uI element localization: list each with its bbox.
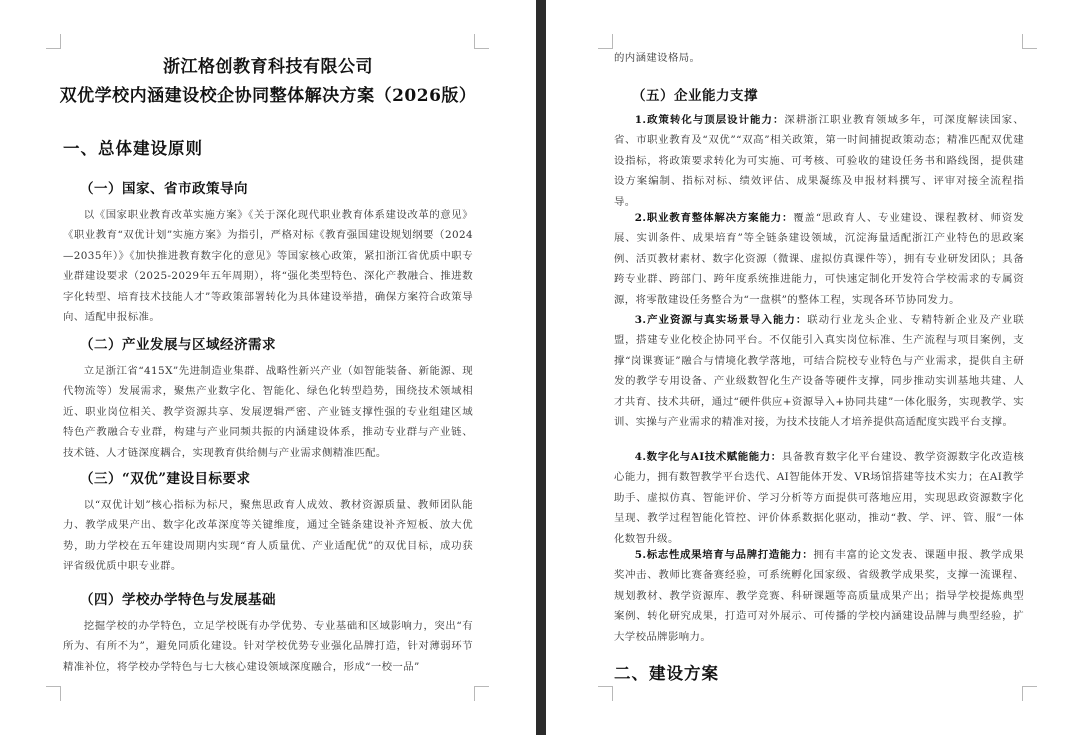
crop-mark-top-left	[46, 34, 61, 49]
paragraph-policy: 以《国家职业教育改革实施方案》《关于深化现代职业教育体系建设改革的意见》《职业教育“双优计划”实施方案》为指引，严格对标《教育强国建设规划纲要（2024—2035年）》《加快推进教育数字化的意见》等国家核心政策，紧扣浙江省优质中职专业群建设要求（2025-2029年五年周期），将“强化类型特色、深化产教融合、推进数字化转型、培育技术技能人才”等政策部署转化为具体建设举措，确保方案符合政策导向、适配申报标准。	[63, 209, 473, 324]
left-document-page	[0, 0, 536, 735]
capability-text: 联动行业龙头企业、专精特新企业及产业联盟，搭建专业化校企协同平台。不仅能引入真实岗位标准、生产流程与项目案例，支撑“岗课赛证”融合与情境化教学落地，可结合院校专业特色与产业需求，提供自主研发的教学专用设备、产业级数智化生产设备等硬件支撑，同步推动实训基地共建、人才共育、技术共研，通过“硬件供应+资源导入+协同共建”一体化服务，实现教学、实训、实操与产业需求的精准对接，为技术技能人才培养提供高适配度实践平台支撑。	[614, 314, 1024, 429]
paragraph-double-excellence: 以“双优计划”核心指标为标尺，聚焦思政育人成效、教材资源质量、教师团队能力、教学成果产出、数字化改革深度等关键维度，通过全链条建设补齐短板、放大优势，助力学校在五年建设周期内实现“育人质量优、产业适配优”的双优目标，成功获评省级优质中职专业群。	[63, 499, 473, 573]
subsection-heading-enterprise: （五）企业能力支撑	[632, 88, 758, 104]
capability-item	[614, 310, 1024, 432]
capability-item	[614, 110, 1024, 212]
page-gutter	[536, 0, 546, 735]
crop-mark-bottom-right	[474, 686, 489, 701]
subsection-heading-policy: （一）国家、省市政策导向	[80, 181, 248, 197]
capability-label: 5.标志性成果培育与品牌打造能力：	[634, 549, 814, 561]
document-title-company: 浙江格创教育科技有限公司	[163, 57, 373, 77]
capability-text: 深耕浙江职业教育领域多年，可深度解读国家、省、市职业教育及“双优”“双高”相关政策，第一时间捕捉政策动态；精准匹配双优建设指标，将政策要求转化为可实施、可考核、可验收的建设任务书和路线图，提供建设方案编制、指标对标、绩效评估、成果凝练及申报材料撰写、评审对接全流程指导。	[614, 114, 1024, 208]
crop-mark-top-right	[1022, 34, 1037, 49]
capability-label: 1.政策转化与顶层设计能力：	[634, 114, 785, 126]
subsection-heading-double-excellence: （三）“双优”建设目标要求	[80, 471, 251, 487]
paragraph-school-features: 挖掘学校的办学特色，立足学校既有办学优势、专业基础和区域影响力，突出“有所为、有所不为”，避免同质化建设。针对学校优势专业强化品牌打造，针对薄弱环节精准补位，将学校办学特色与七大核心建设领域深度融合，形成“一校一品”	[63, 620, 473, 673]
crop-mark-bottom-left	[46, 686, 61, 701]
crop-mark-top-right	[474, 34, 489, 49]
capability-label: 3.产业资源与真实场景导入能力：	[634, 314, 808, 326]
capability-text: 覆盖“思政育人、专业建设、课程教材、师资发展、实训条件、成果培育”等全链条建设领域，沉淀海量适配浙江产业特色的思政案例、活页教材素材、数字化资源（微课、虚拟仿真课件等），拥有专业研发团队；具备跨专业群、跨部门、跨年度系统推进能力，可快速定制化开发符合学校需求的专属资源，将零散建设任务整合为“一盘棋”的整体工程，实现各环节协同发力。	[614, 212, 1024, 306]
crop-mark-bottom-right	[1022, 686, 1037, 701]
capability-text: 拥有丰富的论文发表、课题申报、教学成果奖冲击、教师比赛备赛经验，可系统孵化国家级、省级教学成果奖，支撑一流课程、规划教材、教学资源库、教学竞赛、科研课题等高质量成果产出；指导学校提炼典型案例、转化研究成果，打造可对外展示、可传播的学校内涵建设品牌与典型经验，扩大学校品牌影响力。	[614, 549, 1024, 643]
capability-item	[614, 545, 1024, 647]
section-heading-principles: 一、总体建设原则	[63, 139, 203, 158]
crop-mark-bottom-left	[598, 686, 613, 701]
capability-item	[614, 447, 1024, 549]
subsection-heading-industry: （二）产业发展与区域经济需求	[80, 337, 276, 353]
capability-text: 具备教育数字化平台建设、教学资源数字化改造核心能力，拥有数智教学平台迭代、AI智能体开发、VR场馆搭建等技术实力；在AI教学助手、虚拟仿真、智能评价、学习分析等方面提供可落地应用，实现思政资源数字化呈现、教学过程智能化管控、评价体系数据化驱动，推动“教、学、评、管、服”一体化数智升级。	[614, 451, 1024, 545]
capability-label: 2.职业教育整体解决方案能力：	[634, 212, 794, 224]
capability-label: 4.数字化与AI技术赋能能力：	[634, 451, 782, 463]
document-title-plan: 双优学校内涵建设校企协同整体解决方案（2026版）	[59, 86, 477, 106]
section-heading-plan: 二、建设方案	[614, 664, 719, 683]
capability-item	[614, 208, 1024, 310]
paragraph-industry: 立足浙江省“415X”先进制造业集群、战略性新兴产业（如智能装备、新能源、现代物流等）发展需求，聚焦产业数字化、智能化、绿色化转型趋势，围绕技术领域相近、职业岗位相关、教学资源共享、发展逻辑严密、产业链支撑性强的专业组建区域特色产教融合专业群，构建与产业同频共振的内涵建设体系，推动专业群与产业链、技术链、人才链深度耦合，实现教育供给侧与产业需求侧精准匹配。	[63, 365, 473, 459]
paragraph-continuation: 的内涵建设格局。	[614, 52, 701, 64]
crop-mark-top-left	[598, 34, 613, 49]
right-document-page	[546, 0, 1080, 735]
subsection-heading-school-features: （四）学校办学特色与发展基础	[80, 592, 276, 608]
